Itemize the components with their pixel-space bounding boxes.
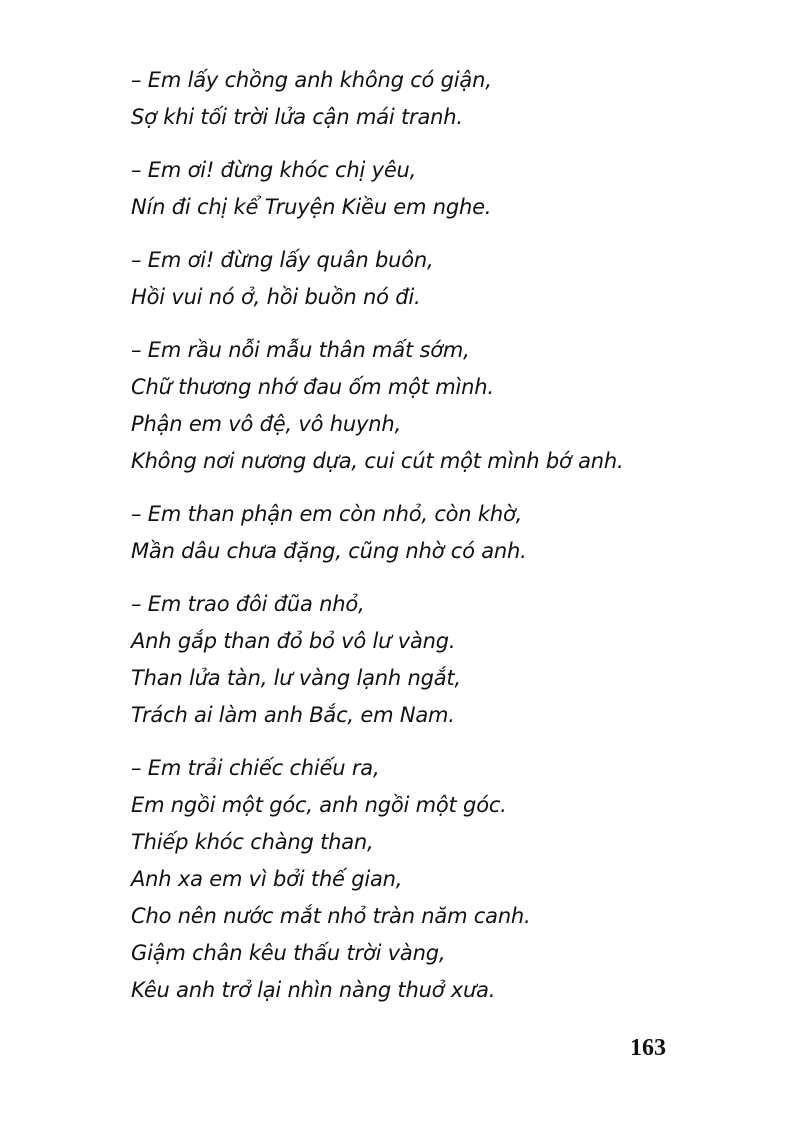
stanza-7 bbox=[131, 750, 751, 1009]
poem-line: – Em than phận em còn nhỏ, còn khờ, bbox=[131, 502, 523, 526]
poem-line: – Em lấy chồng anh không có giận, bbox=[131, 68, 492, 92]
stanza-6 bbox=[131, 586, 751, 734]
poem-line: – Em trao đôi đũa nhỏ, bbox=[131, 592, 365, 616]
stanza-4 bbox=[131, 332, 751, 480]
poem-line: Không nơi nương dựa, cui cút một mình bớ anh. bbox=[131, 449, 624, 473]
poem-line: Than lửa tàn, lư vàng lạnh ngắt, bbox=[131, 666, 461, 690]
poem-line: – Em ơi! đừng lấy quân buôn, bbox=[131, 248, 434, 272]
poem-line: Em ngồi một góc, anh ngồi một góc. bbox=[131, 793, 507, 817]
stanza-2 bbox=[131, 152, 751, 226]
poem-line: Nín đi chị kể Truyện Kiều em nghe. bbox=[131, 195, 492, 219]
poem-body bbox=[131, 62, 751, 1025]
poem-line: Thiếp khóc chàng than, bbox=[131, 830, 374, 854]
poem-line: Chữ thương nhớ đau ốm một mình. bbox=[131, 375, 494, 399]
poem-line: Sợ khi tối trời lửa cận mái tranh. bbox=[131, 105, 463, 129]
poem-line: Hồi vui nó ở, hồi buồn nó đi. bbox=[131, 285, 421, 309]
stanza-3 bbox=[131, 242, 751, 316]
poem-line: Mần dâu chưa đặng, cũng nhờ có anh. bbox=[131, 539, 527, 563]
page-number: 163 bbox=[630, 1035, 666, 1061]
poem-line: Trách ai làm anh Bắc, em Nam. bbox=[131, 703, 455, 727]
poem-line: Phận em vô đệ, vô huynh, bbox=[131, 412, 401, 436]
poem-line: Anh gắp than đỏ bỏ vô lư vàng. bbox=[131, 629, 456, 653]
poem-line: Kêu anh trở lại nhìn nàng thuở xưa. bbox=[131, 978, 496, 1002]
stanza-1 bbox=[131, 62, 751, 136]
poem-line: – Em trải chiếc chiếu ra, bbox=[131, 756, 380, 780]
poem-line: – Em ơi! đừng khóc chị yêu, bbox=[131, 158, 417, 182]
poem-line: – Em rầu nỗi mẫu thân mất sớm, bbox=[131, 338, 470, 362]
stanza-5 bbox=[131, 496, 751, 570]
poem-line: Anh xa em vì bởi thế gian, bbox=[131, 867, 403, 891]
poem-line: Cho nên nước mắt nhỏ tràn năm canh. bbox=[131, 904, 531, 928]
poem-line: Giậm chân kêu thấu trời vàng, bbox=[131, 941, 446, 965]
